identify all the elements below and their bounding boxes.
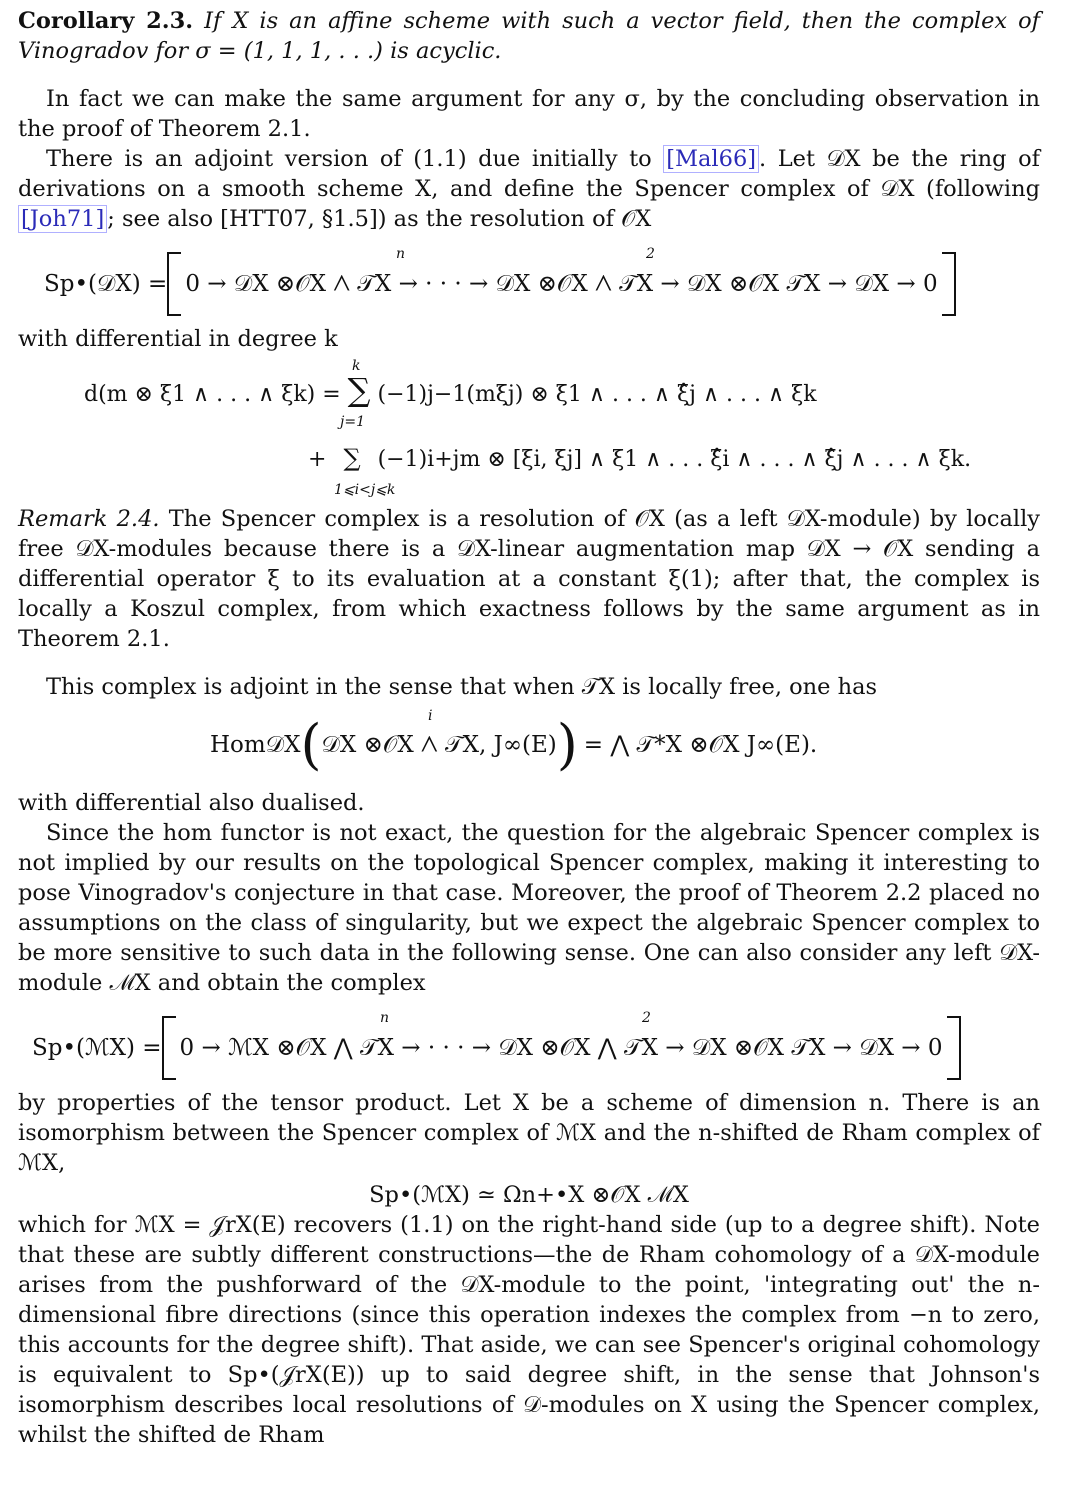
eq-diff-row-1 — [84, 371, 817, 409]
para2-text-b: . Let 𝒟X be the ring of derivations on a smooth scheme X, and define the Spencer complex of 𝒟X (following — [18, 146, 1040, 202]
eq-spencer-m-lhs: Sp•(ℳX) = — [32, 1035, 162, 1061]
remark-text: The Spencer complex is a resolution of 𝒪X (as a left 𝒟X-module) by locally free 𝒟X-modules because there is a 𝒟X-linear augmentation map 𝒟X → 𝒪X sending a differential operator ξ to its evaluation at a constant ξ(1); after that, the complex is locally a Koszul complex, from which exactness follows by the same argument as in Theorem 2.1. — [18, 506, 1041, 652]
left-bracket-m — [162, 1016, 176, 1080]
paragraph-adjoint-sense: This complex is adjoint in the sense that when 𝒯X is locally free, one has — [46, 674, 878, 700]
equation-differential — [18, 354, 1040, 504]
eq-hom-inner: 𝒟X ⊗𝒪X ⋀ 𝒯X, J∞(E) — [321, 732, 557, 758]
sum-symbol-1: ∑ — [347, 371, 371, 409]
eq-hom-rhs: = ⋀ 𝒯*X ⊗𝒪X J∞(E). — [583, 732, 818, 758]
equation-spencer-module — [18, 1008, 1040, 1088]
equation-hom-adjoint — [18, 702, 1040, 788]
paragraph-adjoint-version — [18, 144, 1040, 234]
sum2-lower-limit: 1⩽i<j⩽k — [334, 482, 396, 498]
equation-isomorphism: Sp•(ℳX) ≃ Ωn+•X ⊗𝒪X ℳX — [369, 1182, 689, 1208]
corollary-2-3 — [18, 6, 1040, 66]
wedge-superscript-n: n — [396, 246, 406, 262]
remark-2-4 — [18, 504, 1040, 654]
corollary-heading: Corollary 2.3. — [18, 8, 194, 34]
paragraph-dualised: with differential also dualised. — [18, 790, 365, 816]
equation-spencer-complex — [18, 244, 1040, 324]
right-bracket-m — [947, 1016, 961, 1080]
eq-diff-term-1: (−1)j−1(mξj) ⊗ ξ1 ∧ . . . ∧ ξ̂j ∧ . . . ∧ ξk — [377, 382, 817, 407]
paragraph-de-rham: which for ℳX = 𝒥rX(E) recovers (1.1) on the right-hand side (up to a degree shift). Note that these are subtly different constructions—the de Rham cohomology of a 𝒟X-module arises from the pushforward of the 𝒟X-module to the point, 'integrating out' the n-dimensional fibre directions (since this operation indexes the complex from −n to zero, this accounts for the degree shift). That aside, we can see Spencer's original cohomology is equivalent to Sp•(𝒥rX(E)) up to said degree shift, in the sense that Johnson's isomorphism describes local resolutions of 𝒟-modules on X using the Spencer complex, whilst the shifted de Rham — [18, 1212, 1040, 1448]
paragraph-argument: In fact we can make the same argument for any σ, by the concluding observation in the proof of Theorem 2.1. — [18, 86, 1040, 142]
para2-text-c: ; see also [HTT07, §1.5]) as the resolution of 𝒪X — [107, 206, 652, 232]
paragraph-tensor-product: by properties of the tensor product. Let X be a scheme of dimension n. There is an isomorphism between the Spencer complex of ℳX and the n-shifted de Rham complex of ℳX, — [18, 1090, 1040, 1176]
remark-heading: Remark 2.4. — [18, 506, 160, 532]
eq-spencer-body: 0 → 𝒟X ⊗𝒪X ⋀ 𝒯X → · · · → 𝒟X ⊗𝒪X ⋀ 𝒯X → 𝒟X ⊗𝒪X 𝒯X → 𝒟X → 0 — [185, 271, 938, 297]
sum1-lower-limit: j=1 — [340, 414, 365, 430]
eq-spencer-lhs: Sp•(𝒟X) = — [44, 271, 168, 297]
citation-mal66[interactable]: [Mal66] — [663, 145, 759, 173]
right-paren: ) — [556, 713, 578, 776]
corollary-statement: If X is an affine scheme with such a vector field, then the complex of Vinogradov for σ = (1, 1, 1, . . .) is acyclic. — [18, 8, 1040, 64]
hom-wedge-superscript-i: i — [428, 708, 433, 724]
wedge-m-superscript-2: 2 — [642, 1010, 651, 1026]
paper-page — [18, 6, 1040, 1450]
right-bracket — [942, 252, 956, 316]
eq-spencer-m-body: 0 → ℳX ⊗𝒪X ⋀ 𝒯X → · · · → 𝒟X ⊗𝒪X ⋀ 𝒯X → 𝒟X ⊗𝒪X 𝒯X → 𝒟X → 0 — [179, 1035, 943, 1061]
sum1-upper-limit: k — [352, 358, 361, 374]
eq-diff-term-2: (−1)i+jm ⊗ [ξi, ξj] ∧ ξ1 ∧ . . . ξ̂i ∧ . . . ∧ ξ̂j ∧ . . . ∧ ξk. — [377, 447, 972, 472]
para2-text-a: There is an adjoint version of (1.1) due initially to — [46, 146, 664, 172]
eq-hom-label: Hom𝒟X — [210, 732, 301, 758]
wedge-superscript-2: 2 — [646, 246, 655, 262]
eq-diff-row-2 — [308, 446, 971, 472]
paragraph-hom-functor: Since the hom functor is not exact, the question for the algebraic Spencer complex is not implied by our results on the topological Spencer complex, making it interesting to pose Vinogradov's conjecture in that case. Moreover, the proof of Theorem 2.2 placed no assumptions on the class of singularity, but we expect the algebraic Spencer complex to be more sensitive to such data in the following sense. One can also consider any left 𝒟X-module ℳX and obtain the complex — [18, 820, 1040, 996]
eq-diff-lhs: d(m ⊗ ξ1 ∧ . . . ∧ ξk) = — [84, 382, 341, 407]
citation-joh71[interactable]: [Joh71] — [18, 205, 107, 233]
wedge-m-superscript-n: n — [380, 1010, 390, 1026]
eq-diff-plus: + — [308, 447, 327, 472]
left-bracket — [167, 252, 181, 316]
sum-symbol-2: ∑ — [343, 444, 361, 472]
left-paren: ( — [300, 713, 322, 776]
differential-label: with differential in degree k — [18, 326, 338, 352]
